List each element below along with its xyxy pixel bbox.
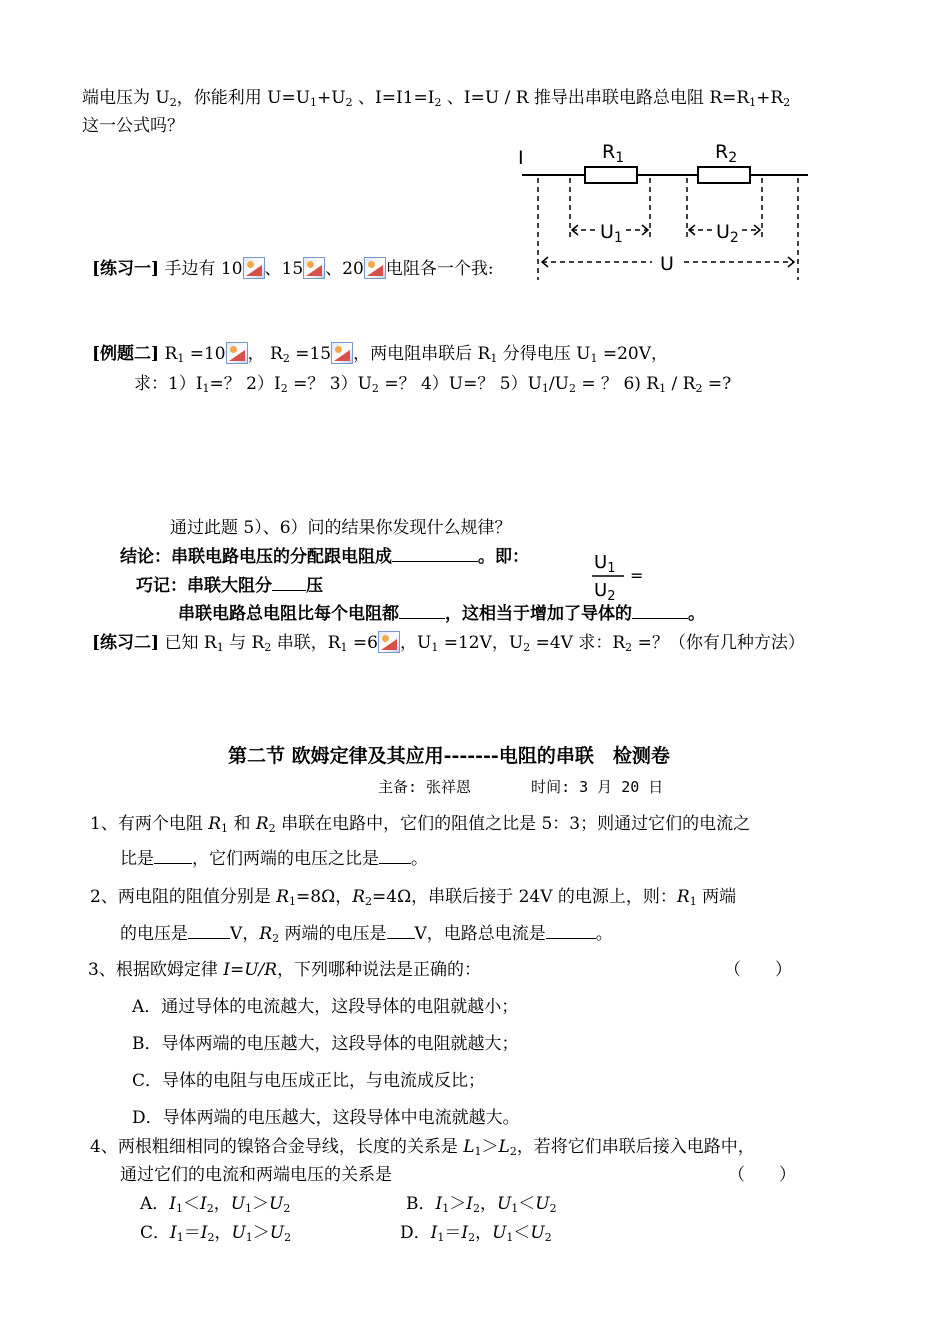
example-2: [例题二] $R_1 =10$ ， $R_2 =15$ ，两电阻串联后 $R_1$ 分得电压 $U_1 =20V$， <box>92 344 669 365</box>
resistor-r2 <box>698 167 750 183</box>
question-4-line-1: 4、两根粗细相同的镍铬合金导线，长度的关系是 $L_1>L_2$，若将它们串联后接入电路中， <box>90 1137 755 1158</box>
fraction-equals: = <box>630 566 644 585</box>
ohm-symbol-icon <box>226 342 248 364</box>
resistor-r1 <box>585 167 637 183</box>
question-1-line-2: 比是 ，它们两端的电压之比是 。 <box>120 849 428 869</box>
diagram-u1-label: $U_1$ <box>600 221 623 246</box>
diagram-current-label: I <box>518 147 524 169</box>
option-4d: D．$I_1=I_2$，$U_1<U_2$ <box>400 1223 552 1244</box>
intro-line-1: 端电压为 $U_2$，你能利用 $U=U_1+U_2$ 、$I=I1=I_2$ 、I=U / R 推导出串联电路总电阻 $R=R_1+R_2$ <box>82 88 791 109</box>
blank <box>546 924 596 939</box>
question-3: 3、根据欧姆定律 I=U/R，下列哪种说法是正确的： <box>88 960 482 980</box>
conclusion: 结论：串联电路电压的分配跟电阻成 。即： <box>120 547 529 567</box>
answer-parentheses: （ ） <box>728 1165 796 1185</box>
findings-question: 通过此题 5）、6）问的结果你发现什么规律？ <box>170 518 512 538</box>
quiz-author-date: 主备: 张祥恩 时间: 3 月 20 日 <box>378 778 664 796</box>
diagram-u-label: U <box>660 253 674 275</box>
question-1-line-1: 1、有两个电阻 $R_1$ 和 $R_2$ 串联在电路中，它们的阻值之比是 5：3；则通过它们的电流之 <box>90 814 751 835</box>
ohm-symbol-icon <box>243 257 265 279</box>
blank <box>188 924 230 939</box>
option-3d: D．导体两端的电压越大，这段导体中电流就越大。 <box>132 1108 520 1128</box>
mnemonic: 巧记：串联大阻分 压 <box>136 576 323 596</box>
question-2-line-2: 的电压是 V，$R_2$ 两端的电压是 V，电路总电流是 。 <box>120 924 613 945</box>
option-3c: C．导体的电阻与电压成正比，与电流成反比； <box>132 1071 486 1091</box>
ohm-symbol-icon <box>331 342 353 364</box>
question-4-line-2: 通过它们的电流和两端电压的关系是 <box>120 1165 392 1185</box>
example-2-questions: 求：$1)I_1=$？ $2)I_2$ =？ $3)U_2$ =？ 4）U=？ $5)U_1/U_2$ = ？ 6) $R_1 / R_2$ =? <box>134 374 732 395</box>
diagram-r1-label: $R_1$ <box>602 141 625 166</box>
practice-2: [练习二] 已知 $R_1$ 与 $R_2$ 串联，$R_1 =6$ ，$U_1 =12V$，$U_2 =4V$ 求：$R_2$ =？（你有几种方法） <box>92 633 805 654</box>
blank <box>379 849 411 864</box>
option-4a: A．$I_1<I_2$，$U_1>U_2$ <box>140 1194 291 1215</box>
option-4b: B．$I_1>I_2$，$U_1<U_2$ <box>406 1194 557 1215</box>
diagram-r2-label: $R_2$ <box>715 141 738 166</box>
diagram-u2-label: $U_2$ <box>716 221 739 246</box>
fraction-denominator: $U_2$ <box>594 580 616 602</box>
blank <box>632 604 688 619</box>
option-3b: B．导体两端的电压越大，这段导体的电阻就越大； <box>132 1034 519 1054</box>
intro-line-2: 这一公式吗？ <box>82 116 184 136</box>
quiz-title: 第二节 欧姆定律及其应用-------电阻的串联 检测卷 <box>228 745 670 767</box>
series-circuit-diagram <box>512 140 812 280</box>
total-resistance-statement: 串联电路总电阻比每个电阻都 ，这相当于增加了导体的 。 <box>178 604 705 624</box>
blank <box>272 576 306 591</box>
ohm-symbol-icon <box>378 631 400 653</box>
option-4c: C．$I_1=I_2$，$U_1>U_2$ <box>140 1223 292 1244</box>
blank <box>399 604 445 619</box>
fraction-numerator: $U_1$ <box>594 552 616 576</box>
option-3a: A．通过导体的电流越大，这段导体的电阻就越小； <box>132 997 519 1017</box>
ohm-symbol-icon <box>364 257 386 279</box>
ohm-symbol-icon <box>303 257 325 279</box>
question-2-line-1: 2、两电阻的阻值分别是 $R_1=8\Omega$，$R_2=4\Omega$，串联后接于 24V 的电源上，则：$R_1$ 两端 <box>90 887 737 908</box>
blank <box>387 924 415 939</box>
blank <box>392 547 478 562</box>
arrowhead <box>788 257 794 267</box>
practice-1: [练习一] 手边有 10 、15 、20 电阻各一个我: <box>92 259 494 279</box>
blank <box>154 849 192 864</box>
answer-parentheses: （ ） <box>724 960 792 980</box>
voltage-ratio-fraction <box>590 546 650 602</box>
